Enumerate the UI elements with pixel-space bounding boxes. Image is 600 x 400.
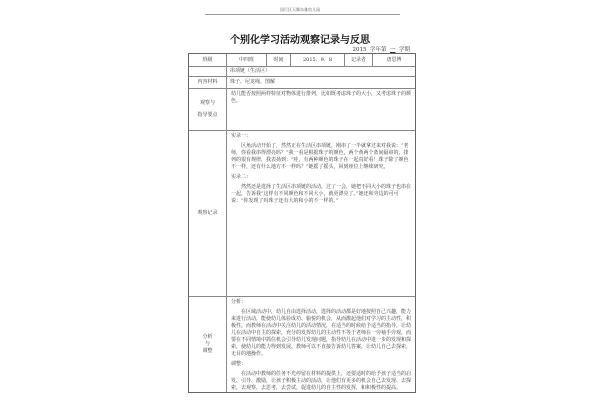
observation-label: 观察记录 (189, 131, 227, 296)
analysis-content (227, 297, 415, 392)
materials-value: 珠子、尼龙绳、图解 (230, 79, 276, 85)
page-header: 国行区天顺东雅幼儿园 (280, 7, 320, 12)
table-row-area (189, 67, 415, 77)
table-row-materials (189, 77, 415, 89)
recorder-label: 记录者 (345, 54, 373, 66)
guidance-label-line2: 指导要点 (197, 112, 218, 118)
document-title: 个别化学习活动观察记录与反思 (230, 35, 370, 46)
table-row-observation (189, 131, 415, 297)
table-row-info (189, 54, 415, 67)
class-label: 班级 (189, 54, 227, 66)
semester-term-number: 一 (389, 47, 396, 53)
semester-term-suffix: 学期 (398, 47, 410, 53)
case1-text: 区角活动开始了，然然正在生活区串项链，刚串了一半就拿过来对我说：“老师，你看我串得漂亮吗？”我一看是根据珠子的颜色，两个黄两个蓝间隔串的，排列的很有规律，我表扬到：“哇，有两种颜色的珠子在一起真好看！珠子除了颜色不一样，还有什么地方不一样吗？”她摇了摇头，回到座位上继续研究。 (231, 143, 409, 170)
semester-year-suffix: 学年第 (369, 47, 387, 53)
analysis-label-line2: 与 (204, 341, 210, 347)
header-rule (205, 14, 400, 15)
analysis-label-line1: 分析 (202, 334, 213, 340)
adjust-text: 在活动中教师的任务不光停留在材料的提供上，还要适时的给予孩子适当的启发、引导、激励，让孩子积极主动的活动，让他们有更多的机会自己去发现、去探索，去观察，去思考，去尝试，促进幼儿的自主性的发挥，和积极性的提高。 (231, 371, 412, 391)
observation-table (188, 53, 416, 393)
materials-label: 内容材料 (189, 77, 227, 88)
activity-area: 串项链（生活区） (230, 68, 271, 74)
guidance-text: 幼儿能否按照两样特征对物体进行排列，比如既考虑珠子的大小，又考虑珠子的颜色。 (231, 91, 412, 104)
analysis-heading: 分析： (231, 299, 247, 305)
table-row-analysis (189, 297, 415, 392)
guidance-label (189, 89, 227, 130)
case1-label: 实录一： (231, 133, 252, 139)
observation-records (227, 131, 415, 296)
guidance-label-line1: 观察与 (199, 100, 215, 106)
analysis-text: 在区域活动中，幼儿自由选择活动，选择的活动都是好地按照自己兴趣，能力来进行活动，能使幼儿体验成功、愉悦的机会，从而激起他们对学习的主动性，积极性。而教师在活动中关注幼儿的活动情况，在适当的时候给予适当的指导，让幼儿在活动中自主的探索，充分的发挥幼儿的主动性不等于老师在一旁袖手旁观，而要在不同情境中抓住机会引导幼儿发现问题，指导幼儿在活动中进一步的发现和探索，使幼儿的能力得到发展。教师可以不直接告诉幼儿答案，让幼儿自己去探索，无目的地操作。 (231, 309, 412, 357)
analysis-label (189, 297, 227, 392)
guidance-value (227, 89, 415, 130)
time-label: 时间 (267, 54, 291, 66)
analysis-label-line3: 调整 (202, 348, 213, 354)
case2-label: 实录二： (231, 174, 252, 180)
recorder-value: 唐思博 (386, 56, 402, 63)
time-value: 2015．9．8 (291, 54, 345, 66)
semester-year: 2015 (352, 47, 367, 53)
adjust-heading: 调整： (231, 361, 247, 367)
semester-line (352, 45, 410, 53)
case2-text: 然然还是选择了生活区串项链的活动，过了一会，她把不同大小的珠子也串在一起，告诉我“这样有不同颜色和不同大小，就更漂亮了。”她还和旁边的可可说：“你发现了吗珠子还有大的和小的不一样的。” (231, 184, 412, 204)
table-row-guidance (189, 89, 415, 131)
area-label-blank (189, 67, 227, 76)
class-value: 中四班 (227, 54, 267, 66)
